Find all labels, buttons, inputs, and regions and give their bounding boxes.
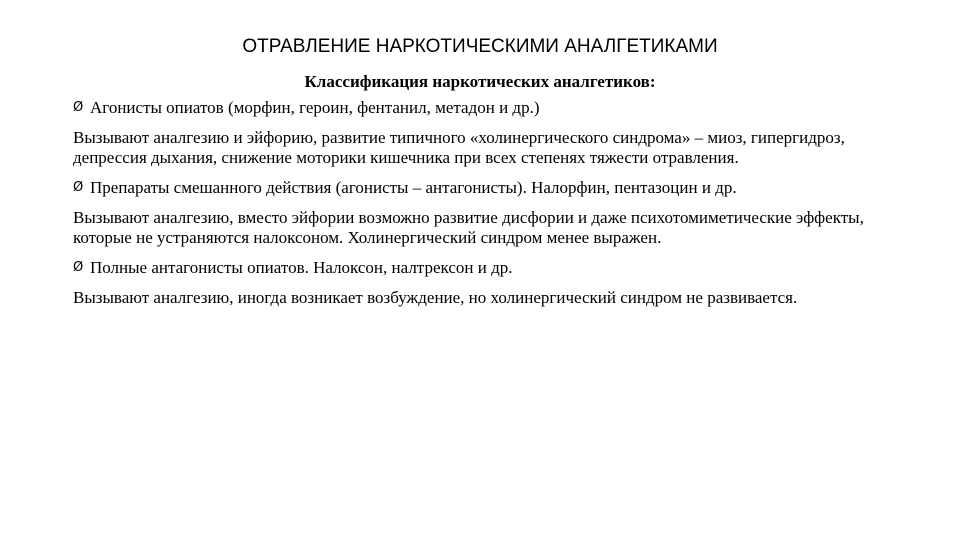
slide-content	[73, 98, 893, 318]
group-heading-text: Препараты смешанного действия (агонисты – антагонисты). Налорфин, пентазоцин и др.	[90, 178, 737, 197]
group-heading-mixed	[73, 178, 893, 198]
slide-title: ОТРАВЛЕНИЕ НАРКОТИЧЕСКИМИ АНАЛГЕТИКАМИ	[242, 36, 718, 57]
group-heading-text: Полные антагонисты опиатов. Налоксон, налтрексон и др.	[90, 258, 513, 277]
group-description-antagonists: Вызывают аналгезию, иногда возникает возбуждение, но холинергический синдром не развивается.	[73, 288, 798, 307]
arrow-bullet-icon: Ø	[73, 260, 84, 275]
slide-subtitle: Классификация наркотических аналгетиков:	[304, 72, 656, 91]
group-description-agonists: Вызывают аналгезию и эйфорию, развитие типичного «холинергического синдрома» – миоз, гипергидроз, депрессия дыхания, снижение моторики кишечника при всех степенях тяжести отравления.	[73, 128, 845, 167]
group-heading-antagonists	[73, 258, 893, 278]
group-heading-text: Агонисты опиатов (морфин, героин, фентанил, метадон и др.)	[90, 98, 540, 117]
arrow-bullet-icon: Ø	[73, 100, 84, 115]
group-description-mixed: Вызывают аналгезию, вместо эйфории возможно развитие дисфории и даже психотомиметические эффекты, которые не устраняются налоксоном. Холинергический синдром менее выражен.	[73, 208, 864, 247]
group-heading-agonists	[73, 98, 893, 118]
arrow-bullet-icon: Ø	[73, 180, 84, 195]
